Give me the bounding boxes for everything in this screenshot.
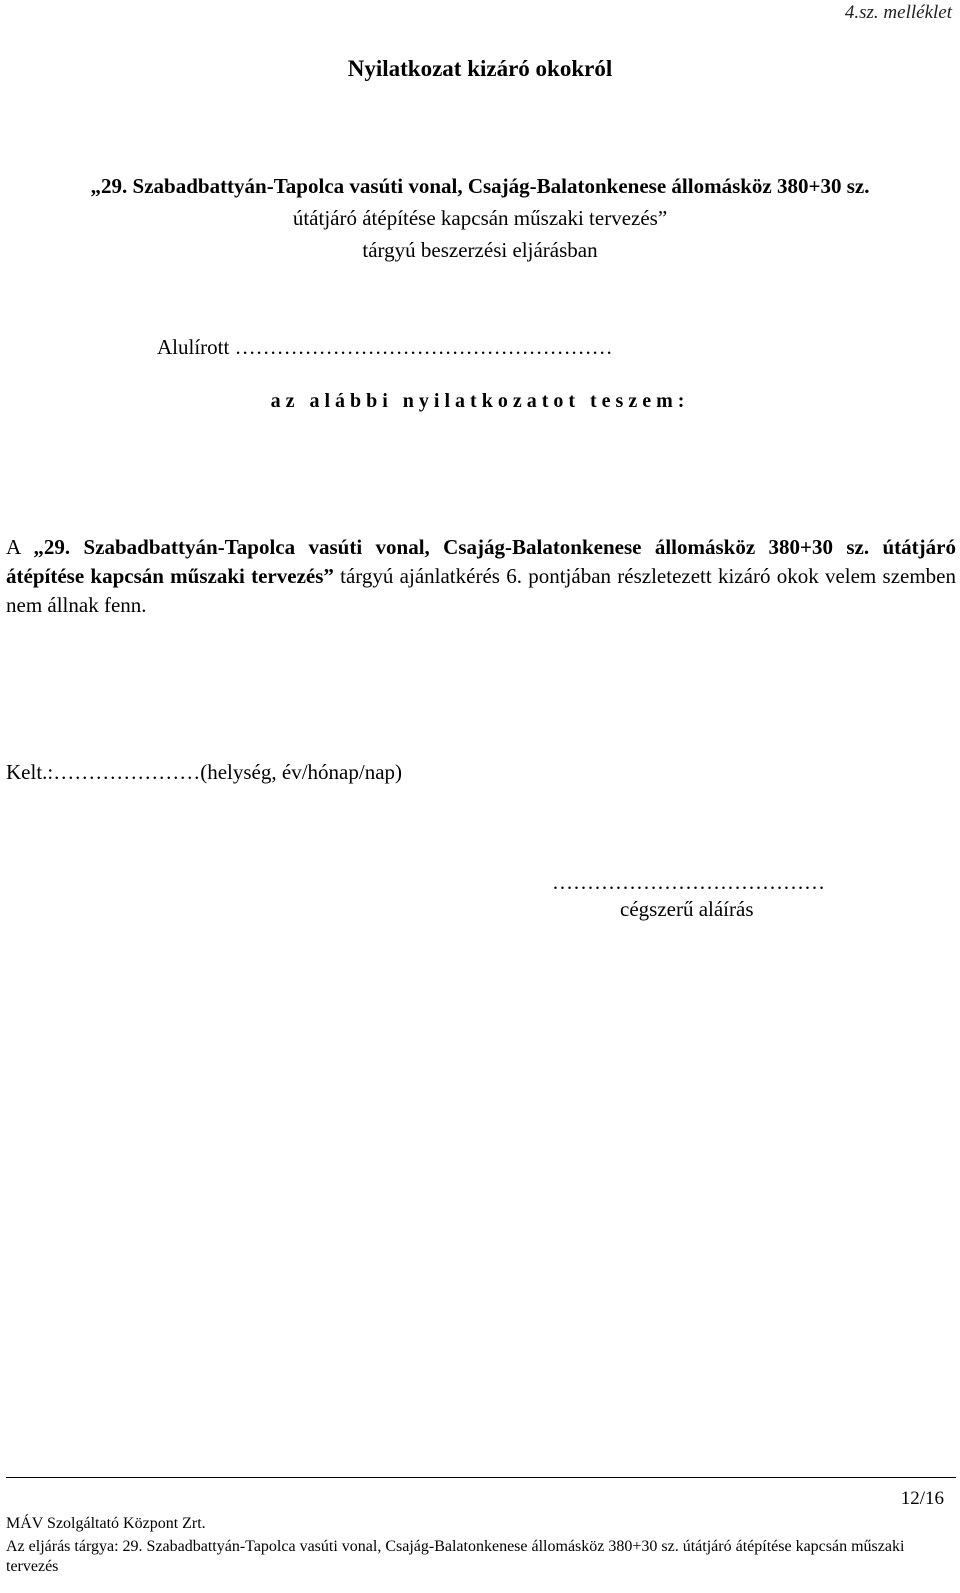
footer-divider (6, 1477, 956, 1478)
body-project-title: „29. Szabadbattyán-Tapolca vasúti vonal, Csajág-Balatonkenese állomásköz 380+30 sz. útátjáró átépítése kapcsán műszaki tervezés” (6, 535, 956, 588)
declarant-label: Alulírott (157, 335, 230, 359)
subject-line-2: útátjáró átépítése kapcsán műszaki tervezés” (292, 206, 668, 230)
document-title: Nyilatkozat kizáró okokról (347, 56, 613, 81)
body-suffix: tárgyú ajánlatkérés 6. pontjában részletezett kizáró okok velem szemben nem állnak fenn. (6, 564, 956, 617)
body-prefix: A (6, 535, 34, 559)
footer-subject: Az eljárás tárgya: 29. Szabadbattyán-Tapolca vasúti vonal, Csajág-Balatonkenese állomásköz 380+30 sz. útátjáró átépítése kapcsán műszaki tervezés (6, 1538, 905, 1575)
date-place-line: Kelt.:…………………(helység, év/hónap/nap) (6, 760, 403, 784)
signature-label: cégszerű aláírás (620, 897, 754, 921)
statement-heading: az alábbi nyilatkozatot teszem: (270, 390, 690, 412)
procurement-subject (0, 170, 960, 266)
page-number: 12/16 (900, 1488, 944, 1509)
footer-organization: MÁV Szolgáltató Központ Zrt. (6, 1515, 206, 1532)
annex-label: 4.sz. melléklet (844, 2, 952, 23)
subject-line-3: tárgyú beszerzési eljárásban (362, 238, 598, 262)
declarant-name-field: ……………………………………………… (234, 335, 613, 359)
signature-field: ………………………………… (552, 870, 825, 894)
subject-line-1: „29. Szabadbattyán-Tapolca vasúti vonal, Csajág-Balatonkenese állomásköz 380+30 sz. (90, 174, 870, 198)
declaration-body (6, 533, 956, 620)
declarant-line (157, 335, 613, 360)
